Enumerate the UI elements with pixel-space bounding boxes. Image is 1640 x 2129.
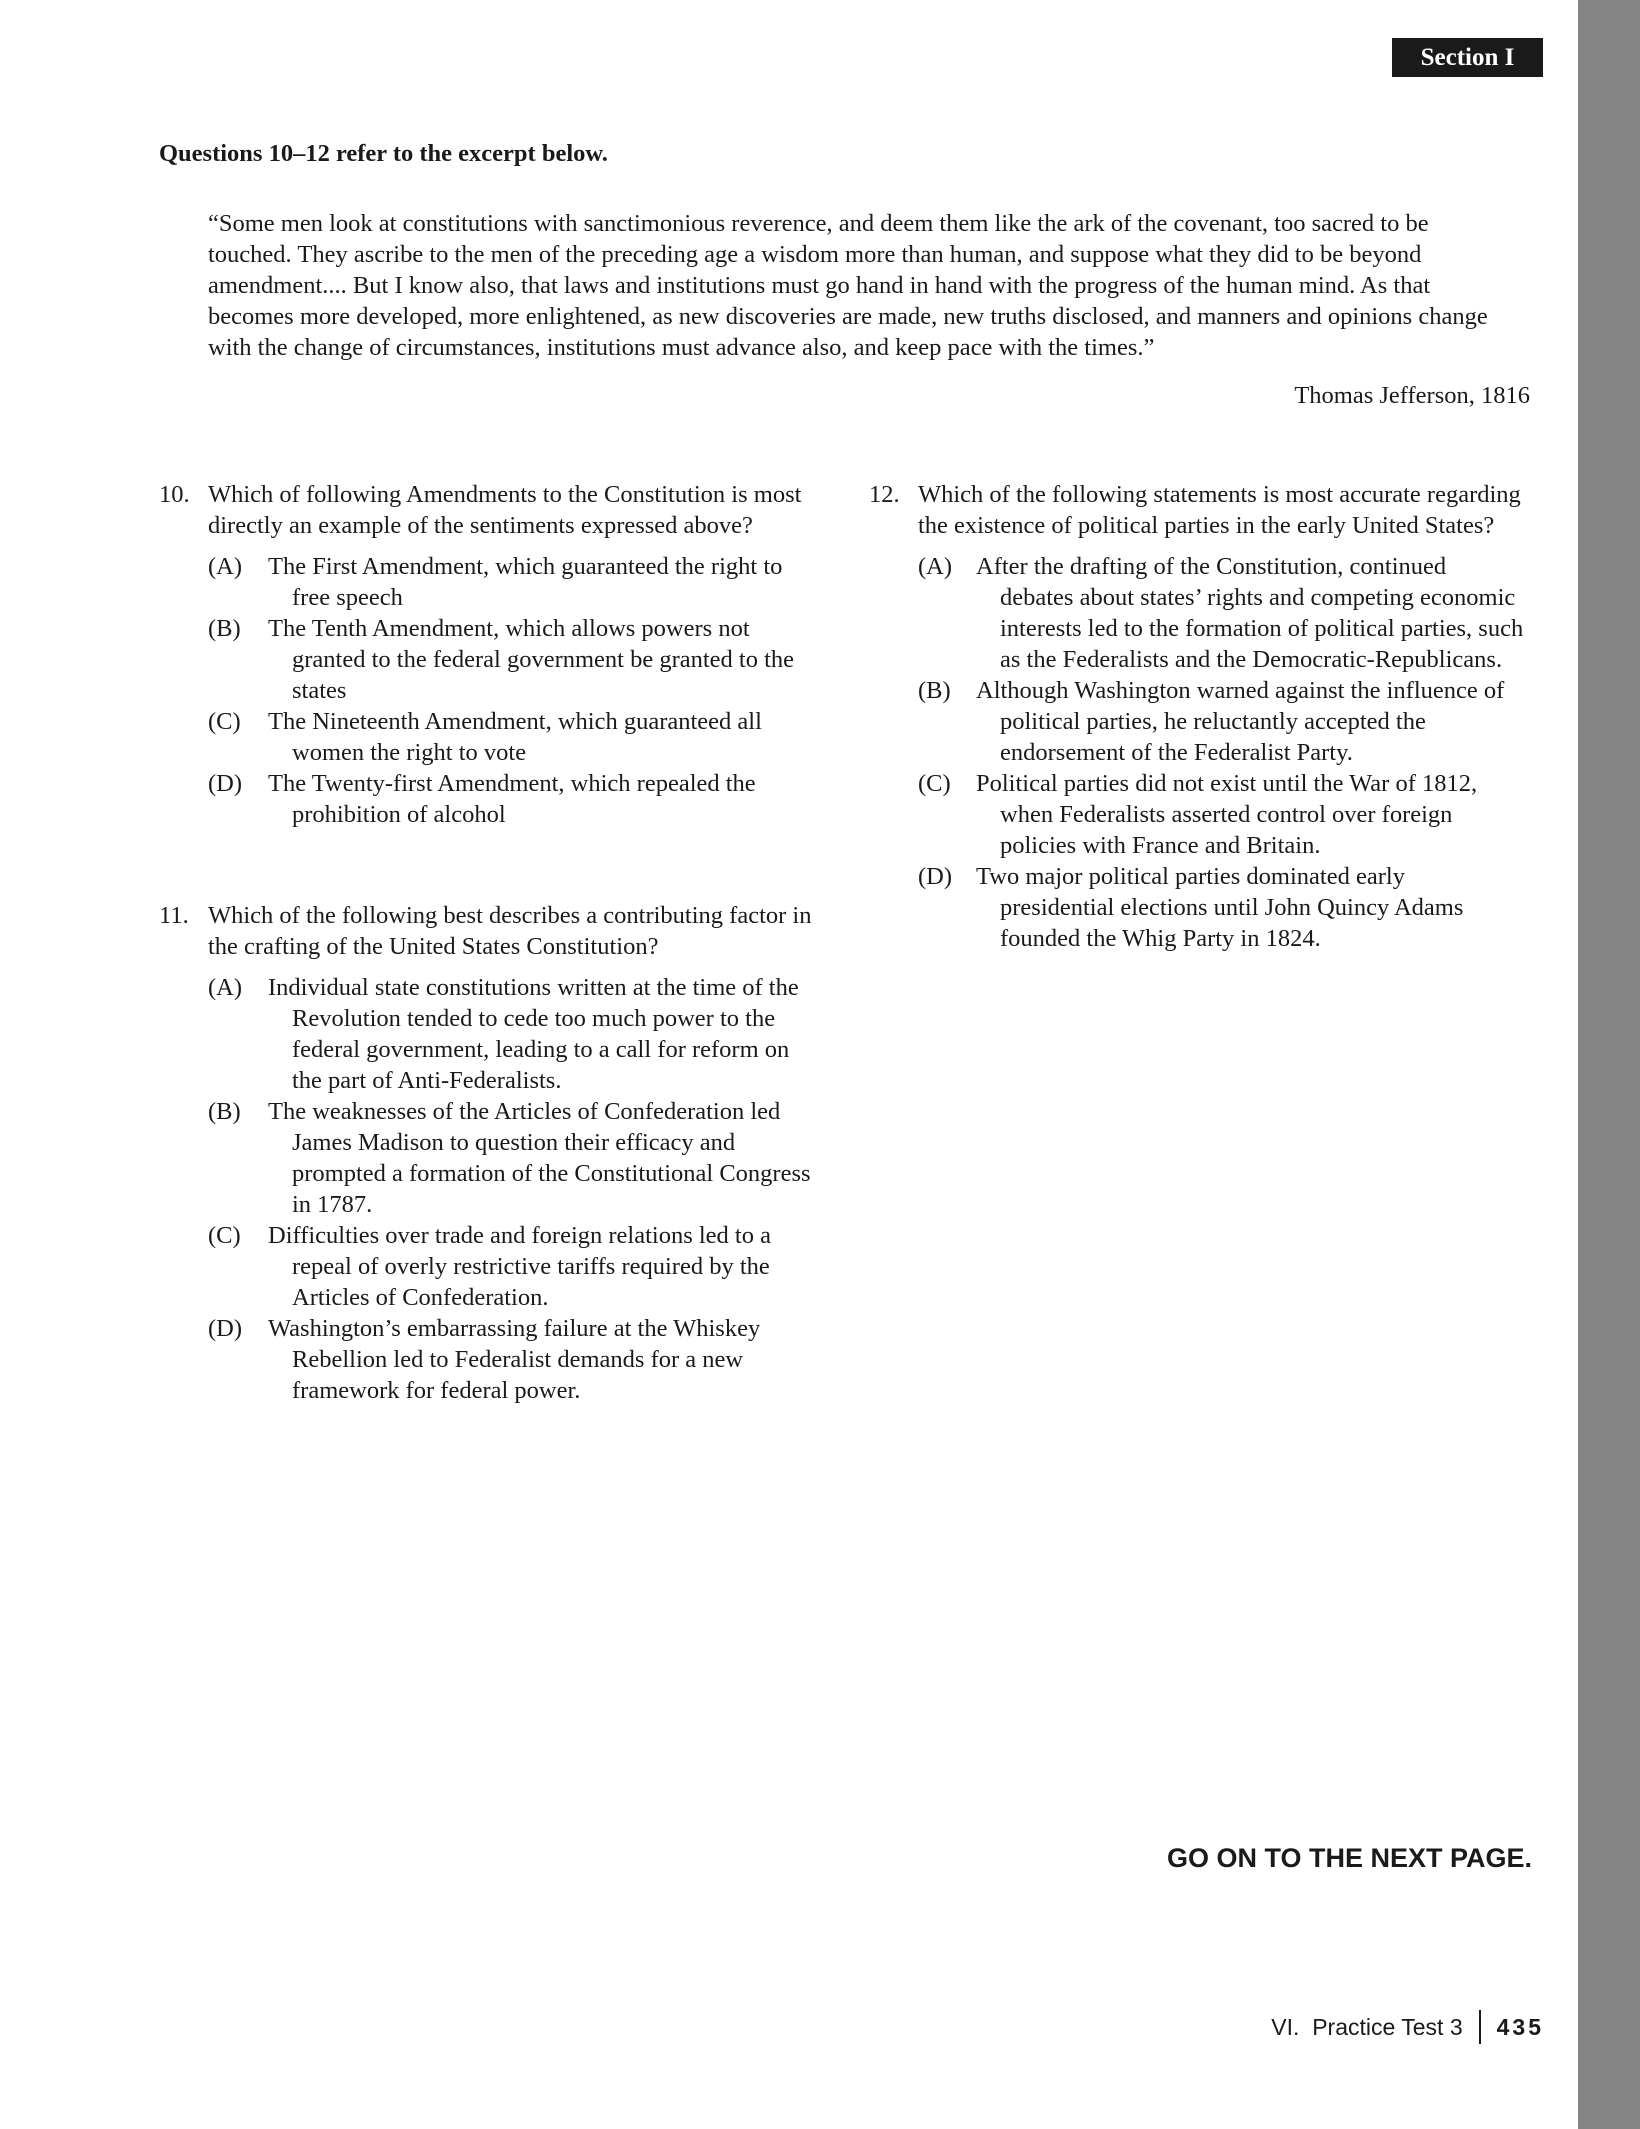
option-label: (D) [918,863,953,890]
answer-option-d[interactable] [208,1313,819,1406]
question-10 [159,479,819,830]
option-text: The weaknesses of the Articles of Confederation led James Madison to question their efficacy and prompted a formation of the Constitutional Congress in 1787. [268,1098,811,1218]
answer-option-b[interactable] [208,613,819,706]
question-stem: Which of following Amendments to the Constitution is most directly an example of the sentiments expressed above? [208,481,802,539]
question-number: 12. [869,481,900,508]
question-stem: Which of the following best describes a contributing factor in the crafting of the United States Constitution? [208,902,812,960]
page-number: 435 [1496,2013,1544,2040]
option-text: The Nineteenth Amendment, which guaranteed all women the right to vote [268,708,762,766]
question-stem: Which of the following statements is most accurate regarding the existence of political parties in the early United States? [918,481,1521,539]
option-label: (B) [208,1098,241,1125]
option-label: (D) [208,770,243,797]
answer-option-d[interactable] [208,768,819,830]
answer-option-c[interactable] [918,768,1524,861]
option-text: After the drafting of the Constitution, continued debates about states’ rights and competing economic interests led to the formation of political parties, such as the Federalists and the Democratic-Republicans. [976,553,1524,673]
option-text: Two major political parties dominated early presidential elections until John Quincy Adams founded the Whig Party in 1824. [976,863,1464,952]
passage-intro: Questions 10–12 refer to the excerpt below. [159,140,608,167]
question-11 [159,900,819,1406]
option-label: (C) [208,708,241,735]
option-label: (B) [208,615,241,642]
option-text: Individual state constitutions written at the time of the Revolution tended to cede too much power to the federal government, leading to a call for reform on the part of Anti-Federalists. [268,974,799,1094]
option-label: (B) [918,677,951,704]
option-text: Political parties did not exist until the War of 1812, when Federalists asserted control over foreign policies with France and Britain. [976,770,1478,859]
footer-divider [1479,2010,1481,2044]
excerpt-attribution: Thomas Jefferson, 1816 [1294,382,1530,409]
answer-option-d[interactable] [918,861,1524,954]
question-number: 10. [159,481,190,508]
answer-option-a[interactable] [208,972,819,1096]
option-text: The Twenty-first Amendment, which repealed the prohibition of alcohol [268,770,756,828]
answer-option-b[interactable] [918,675,1524,768]
option-text: Washington’s embarrassing failure at the Whiskey Rebellion led to Federalist demands for a new framework for federal power. [268,1315,761,1404]
answer-option-c[interactable] [208,1220,819,1313]
go-on-notice: GO ON TO THE NEXT PAGE. [1166,1843,1532,1873]
answer-option-a[interactable] [208,551,819,613]
excerpt-text: “Some men look at constitutions with sanctimonious reverence, and deem them like the ark of the covenant, too sacred to be touched. They ascribe to the men of the preceding age a wisdom more than human, and suppose what they did to be beyond amendment.... But I know also, that laws and institutions must go hand in hand with the progress of the human mind. As that becomes more developed, more enlightened, as new discoveries are made, new truths disclosed, and manners and opinions change with the change of circumstances, institutions must advance also, and keep pace with the times.” [208,210,1488,361]
option-text: Although Washington warned against the influence of political parties, he reluctantly accepted the endorsement of the Federalist Party. [976,677,1505,766]
section-label: Section I [1392,38,1543,77]
page-footer [1271,2010,1544,2044]
chapter-label: VI. Practice Test 3 [1271,2013,1463,2040]
question-number: 11. [159,902,189,929]
answer-option-c[interactable] [208,706,819,768]
option-label: (A) [208,553,243,580]
option-text: The First Amendment, which guaranteed the right to free speech [268,553,783,611]
option-label: (C) [208,1222,241,1249]
answer-option-a[interactable] [918,551,1524,675]
option-label: (A) [918,553,953,580]
option-label: (D) [208,1315,243,1342]
option-text: Difficulties over trade and foreign relations led to a repeal of overly restrictive tariffs required by the Articles of Confederation. [268,1222,771,1311]
option-label: (A) [208,974,243,1001]
page-edge-tab [1578,0,1640,2129]
answer-option-b[interactable] [208,1096,819,1220]
option-label: (C) [918,770,951,797]
option-text: The Tenth Amendment, which allows powers not granted to the federal government be granted to the states [268,615,795,704]
question-12 [869,479,1524,954]
